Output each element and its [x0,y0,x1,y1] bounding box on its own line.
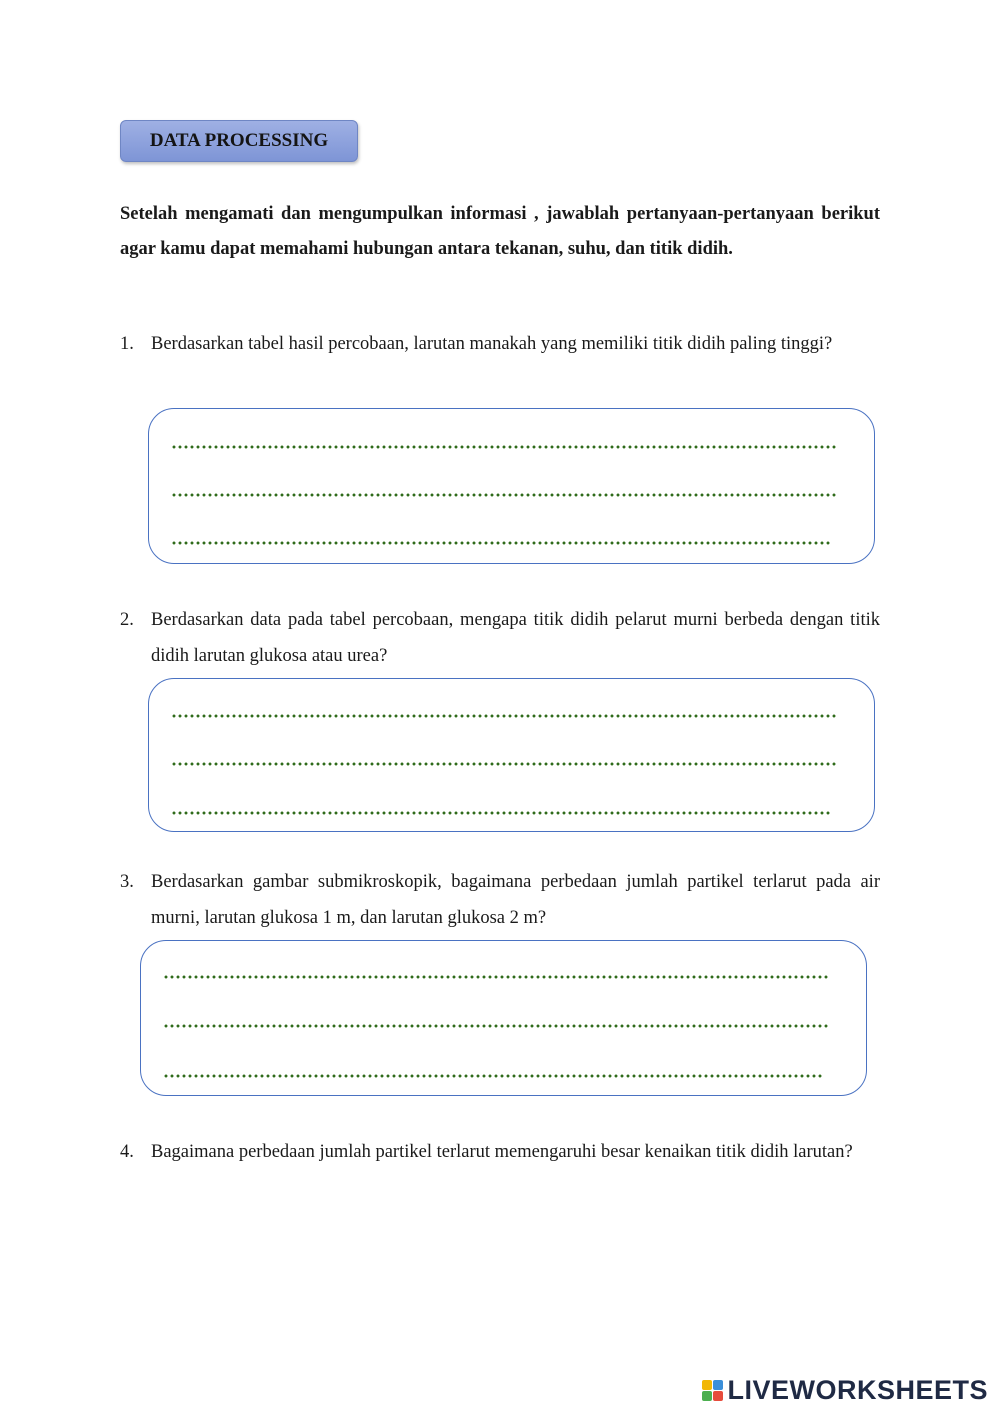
liveworksheets-logo-icon [702,1380,724,1402]
question-1 [120,326,880,362]
answer-line [171,811,832,815]
answer-line [171,541,832,545]
logo-text: LIVEWORKSHEETS [727,1375,988,1405]
answer-line [171,493,838,497]
question-number: 1. [120,334,134,354]
question-text: Bagaimana perbedaan jumlah partikel terlarut memengaruhi besar kenaikan titik didih larutan? [151,1142,853,1162]
answer-line [163,975,830,979]
answer-line [163,1074,824,1078]
question-text: Berdasarkan tabel hasil percobaan, larutan manakah yang memiliki titik didih paling tinggi? [151,334,833,354]
question-2 [120,602,880,674]
answer-line [171,714,838,718]
answer-line [171,445,838,449]
question-3 [120,864,880,936]
answer-line [171,762,838,766]
question-text: Berdasarkan gambar submikroskopik, bagaimana perbedaan jumlah partikel terlarut pada air murni, larutan glukosa 1 m, dan larutan glukosa 2 m? [151,872,880,928]
answer-box-2[interactable] [148,678,875,832]
question-number: 2. [120,610,134,630]
answer-box-3[interactable] [140,940,867,1096]
answer-box-1[interactable] [148,408,875,564]
question-number: 3. [120,872,134,892]
liveworksheets-logo [702,1375,988,1406]
question-4 [120,1134,880,1170]
instructions-text: Setelah mengamati dan mengumpulkan informasi , jawablah pertanyaan-pertanyaan berikut agar kamu dapat memahami hubungan antara tekanan, suhu, dan titik didih. [120,204,880,259]
section-title: DATA PROCESSING [149,130,329,151]
question-number: 4. [120,1142,134,1162]
answer-line [163,1024,830,1028]
section-title-badge [120,120,358,162]
question-text: Berdasarkan data pada tabel percobaan, mengapa titik didih pelarut murni berbeda dengan titik didih larutan glukosa atau urea? [151,610,880,666]
